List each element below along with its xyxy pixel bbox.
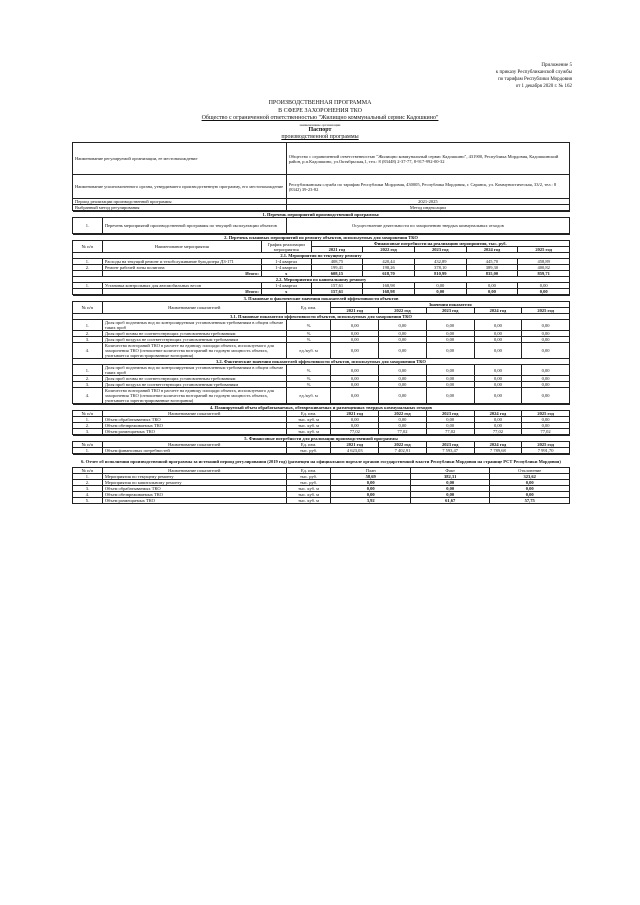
table-cell: 0,00 xyxy=(466,289,518,295)
table-cell: 618,70 xyxy=(363,271,415,277)
table-cell: Мероприятия по капитальному ремонту xyxy=(102,480,286,486)
table-header: Наименование показателей xyxy=(102,468,286,474)
table-row xyxy=(73,448,570,454)
table-cell: 199,41 xyxy=(311,265,363,271)
table-cell: 77,02 xyxy=(426,429,474,435)
table-header: План xyxy=(331,468,411,474)
table-cell: 77,02 xyxy=(331,429,379,435)
table-cell: 1. xyxy=(73,283,103,289)
table-cell: 0,00 xyxy=(426,388,474,404)
table-cell: 4. xyxy=(73,492,103,498)
table-cell: Объем обрабатываемых ТКО xyxy=(102,486,286,492)
section4-table xyxy=(72,404,570,435)
year-header: 2021 год xyxy=(331,442,379,448)
table-cell: 0,00 xyxy=(522,423,570,429)
table-cell: 0,00 xyxy=(490,492,570,498)
passport-value: Метод индексации xyxy=(286,205,569,211)
table-row xyxy=(73,498,570,504)
heading-passport-sub: производственной программы xyxy=(281,134,359,140)
section4-title: 4. Планируемый объем обрабатываемых, обезвреживаемых и размещенных твердых коммунальных отходов xyxy=(73,405,570,411)
table-cell: 400,82 xyxy=(518,265,570,271)
table-cell: 5. xyxy=(73,498,103,504)
table-cell: Установка контрольных для автомобильных весов xyxy=(102,283,261,289)
section6-title: 6. Отчет об исполнении производственной программы за истекший период регулирования (2019 год) (размещен на официальном портале органов государственной власти Республики Мордовия на странице РСТ Республики Мордовия) xyxy=(73,455,570,468)
table-cell: 0,00 xyxy=(331,331,379,337)
table-cell: 1. xyxy=(73,218,103,234)
table-cell: 61,67 xyxy=(410,498,490,504)
subsection-title: 3.2. Фактические значения показателей эффективности объектов, используемых для захоронения ТКО xyxy=(73,359,570,365)
year-header: 2021 год xyxy=(331,411,379,417)
table-cell: х xyxy=(261,289,311,295)
table-cell: 0,00 xyxy=(331,376,379,382)
table-cell: 0,00 xyxy=(426,423,474,429)
table-cell: 77,02 xyxy=(379,429,427,435)
passport-label: Период реализации производственной программы xyxy=(73,199,287,205)
heading-subtitle: В СФЕРЕ ЗАХОРОНЕНИЯ ТКО xyxy=(278,107,362,114)
section1-table xyxy=(72,211,570,234)
table-cell: Объем размещаемых ТКО xyxy=(102,498,286,504)
table-cell: 168,98 xyxy=(363,289,415,295)
table-cell: 0,00 xyxy=(522,331,570,337)
table-cell: Объем размещаемых ТКО xyxy=(102,429,286,435)
table-cell: 0,00 xyxy=(331,492,411,498)
table-cell: 445,70 xyxy=(466,259,518,265)
table-cell: 0,00 xyxy=(426,376,474,382)
table-cell: тыс. руб. xyxy=(286,448,331,454)
table-cell: 0,00 xyxy=(379,423,427,429)
table-cell: % xyxy=(286,337,331,343)
table-cell: 0,00 xyxy=(331,320,379,331)
table-header: Ед. изм. xyxy=(286,468,331,474)
table-cell: 0,00 xyxy=(331,382,379,388)
table-cell: 382,31 xyxy=(410,474,490,480)
table-cell: 420,44 xyxy=(363,259,415,265)
table-header: Факт xyxy=(410,468,490,474)
table-header: Значения показателя xyxy=(331,302,570,308)
subsection-title: 3.1. Плановые показатели эффективности объектов, используемых для захоронения ТКО xyxy=(73,314,570,320)
appendix-line: от 1 декабря 2020 г. № 162 xyxy=(515,84,572,89)
table-cell: 432,89 xyxy=(414,259,466,265)
table-cell: 0,00 xyxy=(522,376,570,382)
table-cell: 0,00 xyxy=(522,417,570,423)
appendix-note xyxy=(496,62,572,90)
year-header: 2025 год xyxy=(522,308,570,314)
passport-label: Наименование уполномоченного органа, утвердившего производственную программу, его местонахождение xyxy=(73,175,287,199)
table-cell: 0,00 xyxy=(474,423,522,429)
table-header: Наименование показателей xyxy=(102,302,286,314)
document-heading xyxy=(0,100,640,142)
year-header: 2021 год xyxy=(331,308,379,314)
table-cell: 58,69 xyxy=(331,474,411,480)
year-header: 2022 год xyxy=(363,247,415,253)
passport-table xyxy=(72,142,570,211)
table-cell: 2. xyxy=(73,265,103,271)
table-row xyxy=(73,429,570,435)
table-header: Финансовые потребности на реализацию мероприятия, тыс. руб. xyxy=(311,241,569,247)
table-cell: 0,00 xyxy=(474,343,522,359)
table-cell: 0,00 xyxy=(522,343,570,359)
year-header: 2024 год xyxy=(474,411,522,417)
year-header: 2023 год xyxy=(426,308,474,314)
table-cell: 157,61 xyxy=(311,289,363,295)
table-cell: 77,02 xyxy=(522,429,570,435)
table-cell: тыс. куб. м xyxy=(286,417,331,423)
appendix-line: Приложение 5 xyxy=(541,63,572,68)
table-cell: Количество возгораний ТКО в расчете на единицу площади объекта, используемого для захоронения ТКО (отношение количества возгораний на годовую мощность объекта, учитывается зарегистрированные возгорания) xyxy=(102,388,286,404)
passport-value: Общество с ограниченной ответственностью "Жилищно коммунальный сервис Кадошкино", 431900, Республика Мордовия, Кадошкинский район, р.п.Кадошкино, ул.Октябрьская,1, тел.: 8 (83448) 2-37-77, 8-917-992-00-32 xyxy=(286,143,569,175)
table-cell: 198,26 xyxy=(363,265,415,271)
table-cell: 7 991,70 xyxy=(522,448,570,454)
table-cell: Мероприятия по текущему ремонту xyxy=(102,474,286,480)
year-header: 2024 год xyxy=(466,247,518,253)
table-cell: Доля проб воздуха не соответствующих установленным требованиям xyxy=(102,337,286,343)
table-cell: 1-4 квартал xyxy=(261,259,311,265)
heading-organization: Общество с ограниченной ответственностью "Жилищно коммунальный сервис Кадошкино" xyxy=(201,115,439,121)
section2-title: 2. Перечень плановых мероприятий по ремонту объектов, используемых для захоронения ТКО xyxy=(73,235,570,241)
table-cell: 0,00 xyxy=(474,417,522,423)
table-cell: 3,92 xyxy=(331,498,411,504)
table-cell: 408,75 xyxy=(311,259,363,265)
table-cell: 0,00 xyxy=(490,480,570,486)
table-cell: Доля проб почвы не соответствующих установленным требованиям xyxy=(102,331,286,337)
table-cell: 0,00 xyxy=(518,289,570,295)
table-cell: Объем финансовых потребностей xyxy=(102,448,286,454)
table-cell: Доля проб подземных вод по контролируемым установленным требованиям в общем объеме таких проб xyxy=(102,365,286,376)
table-cell: 157,61 xyxy=(311,283,363,289)
table-cell: 0,00 xyxy=(474,388,522,404)
table-cell: 0,00 xyxy=(522,320,570,331)
table-cell: 0,00 xyxy=(414,283,466,289)
table-cell: 0,00 xyxy=(426,320,474,331)
table-header: Ед. изм. xyxy=(286,302,331,314)
table-cell: Осуществление деятельности по захоронению твердых коммунальных отходов xyxy=(286,218,569,234)
table-cell: 1. xyxy=(73,474,103,480)
passport-label: Наименование регулируемой организации, ее местонахождение xyxy=(73,143,287,175)
table-cell: 0,00 xyxy=(410,480,490,486)
table-cell: Ремонт рабочей зоны полигона xyxy=(102,265,261,271)
year-header: 2022 год xyxy=(379,411,427,417)
year-header: 2022 год xyxy=(379,308,427,314)
table-cell: 0,00 xyxy=(331,423,379,429)
table-cell: 0,00 xyxy=(331,480,411,486)
table-row xyxy=(73,388,570,404)
table-cell: 0,00 xyxy=(379,382,427,388)
table-cell: Доля проб воздуха не соответствующих установленным требованиям xyxy=(102,382,286,388)
table-cell: % xyxy=(286,376,331,382)
heading-passport: Паспорт xyxy=(308,126,332,133)
document-content xyxy=(72,142,570,504)
table-cell: 0,00 xyxy=(522,337,570,343)
table-cell: 323,62 xyxy=(490,474,570,480)
table-header: № п/п xyxy=(73,241,103,253)
table-cell: 0,00 xyxy=(379,417,427,423)
table-cell: 1-4 квартал xyxy=(261,265,311,271)
heading-title: ПРОИЗВОДСТВЕННАЯ ПРОГРАММА xyxy=(268,100,372,106)
table-cell: 0,00 xyxy=(474,331,522,337)
table-cell: 3. xyxy=(73,382,103,388)
table-cell: 859,71 xyxy=(518,271,570,277)
table-header: График реализации мероприятия xyxy=(261,241,311,253)
table-cell: 0,00 xyxy=(379,331,427,337)
table-cell: ед./куб. м xyxy=(286,388,331,404)
table-cell: 2. xyxy=(73,480,103,486)
section3-table xyxy=(72,295,570,404)
table-cell: Итого: xyxy=(102,271,261,277)
table-cell: 77,02 xyxy=(474,429,522,435)
table-cell: 0,00 xyxy=(331,417,379,423)
table-cell: ед./куб. м xyxy=(286,343,331,359)
table-cell: 378,10 xyxy=(414,265,466,271)
table-cell: Доля проб почвы не соответствующих установленным требованиям xyxy=(102,376,286,382)
heading-caption: наименование организации xyxy=(299,122,341,127)
table-cell: 2. xyxy=(73,376,103,382)
table-row xyxy=(73,343,570,359)
subsection-title: 2.2. Мероприятия по капитальному ремонту xyxy=(73,277,570,283)
total-row xyxy=(73,289,570,295)
table-cell: 0,00 xyxy=(379,365,427,376)
table-cell: 3. xyxy=(73,429,103,435)
table-cell: 0,00 xyxy=(474,337,522,343)
table-row xyxy=(73,365,570,376)
table-cell: 168,98 xyxy=(363,283,415,289)
table-cell: х xyxy=(261,271,311,277)
year-header: 2021 год xyxy=(311,247,363,253)
year-header: 2023 год xyxy=(426,411,474,417)
table-header: № п/п xyxy=(73,411,103,417)
table-cell: 7 789,68 xyxy=(474,448,522,454)
section3-title: 3. Плановые и фактические значения показателей эффективности объектов xyxy=(73,296,570,302)
year-header: 2025 год xyxy=(518,247,570,253)
table-cell: 0,00 xyxy=(379,343,427,359)
table-cell: 0,00 xyxy=(331,388,379,404)
table-header: № п/п xyxy=(73,468,103,474)
table-cell: 57,75 xyxy=(490,498,570,504)
table-cell: 0,00 xyxy=(331,343,379,359)
appendix-line: по тарифам Республики Мордовия xyxy=(498,77,572,82)
table-cell: 0,00 xyxy=(379,320,427,331)
table-cell: 0,00 xyxy=(474,382,522,388)
passport-value: 2021-2025 xyxy=(286,199,569,205)
table-cell: % xyxy=(286,331,331,337)
year-header: 2023 год xyxy=(414,247,466,253)
table-cell: % xyxy=(286,320,331,331)
table-cell: 1-4 квартал xyxy=(261,283,311,289)
subsection-title: 2.1. Мероприятия по текущему ремонту xyxy=(73,253,570,259)
table-cell: тыс. руб. xyxy=(286,480,331,486)
year-header: 2022 год xyxy=(379,442,427,448)
table-cell: 0,00 xyxy=(474,320,522,331)
table-cell: % xyxy=(286,382,331,388)
table-row xyxy=(73,320,570,331)
table-cell: 0,00 xyxy=(331,486,411,492)
table-cell: 810,99 xyxy=(414,271,466,277)
year-header: 2023 год xyxy=(426,442,474,448)
table-cell: 0,00 xyxy=(331,365,379,376)
table-cell: Расходы на текущий ремонт и техобслуживание бульдозера ДЗ-171 xyxy=(102,259,261,265)
table-cell: 1. xyxy=(73,259,103,265)
section5-title: 5. Финансовые потребности для реализации производственной программы xyxy=(73,436,570,442)
section5-table xyxy=(72,435,570,454)
table-cell: Доля проб подземных вод по контролируемым установленным требованиям в общем объеме таких проб xyxy=(102,320,286,331)
table-cell: 0,00 xyxy=(426,365,474,376)
section1-title: 1. Перечень мероприятий производственной программы: xyxy=(73,212,570,218)
table-cell: 458,89 xyxy=(518,259,570,265)
table-cell: 608,15 xyxy=(311,271,363,277)
year-header: 2025 год xyxy=(522,411,570,417)
passport-label: Выбранный метод регулирования xyxy=(73,205,287,211)
table-cell: 0,00 xyxy=(410,486,490,492)
table-cell: 1. xyxy=(73,320,103,331)
table-header: Ед. изм. xyxy=(286,411,331,417)
year-header: 2024 год xyxy=(474,308,522,314)
table-cell: тыс. куб. м xyxy=(286,423,331,429)
table-header: Ед. изм. xyxy=(286,442,331,448)
table-header: Наименование мероприятия xyxy=(102,241,261,253)
table-header: № п/п xyxy=(73,442,103,448)
table-header: Отклонение xyxy=(490,468,570,474)
table-cell: 0,00 xyxy=(490,486,570,492)
table-cell: тыс. куб. м xyxy=(286,498,331,504)
year-header: 2025 год xyxy=(522,442,570,448)
table-cell: 0,00 xyxy=(379,376,427,382)
table-cell: 1. xyxy=(73,365,103,376)
table-cell: Объем обрабатываемых ТКО xyxy=(102,417,286,423)
table-cell: 3. xyxy=(73,486,103,492)
table-cell: тыс. руб. xyxy=(286,474,331,480)
table-cell: Итого: xyxy=(102,289,261,295)
table-cell: 0,00 xyxy=(466,283,518,289)
table-cell: 0,00 xyxy=(474,376,522,382)
table-cell: 7 402,91 xyxy=(379,448,427,454)
table-cell: 0,00 xyxy=(522,365,570,376)
table-cell: Объем обезвреживаемых ТКО xyxy=(102,423,286,429)
section2-table xyxy=(72,234,570,295)
table-cell: тыс. куб. м xyxy=(286,429,331,435)
section6-table xyxy=(72,454,570,504)
table-cell: 0,00 xyxy=(379,388,427,404)
table-cell: 0,00 xyxy=(426,417,474,423)
table-cell: 2. xyxy=(73,331,103,337)
table-cell: 0,00 xyxy=(414,289,466,295)
table-cell: 1. xyxy=(73,448,103,454)
table-cell: 0,00 xyxy=(518,283,570,289)
table-cell: 1. xyxy=(73,417,103,423)
table-cell: 0,00 xyxy=(474,365,522,376)
passport-value: Республиканская служба по тарифам Республики Мордовия, 430005, Республика Мордовия, г. Саранск, ул. Коммунистическая, 33/2, тел.: 8 (8342) 39-23-82 xyxy=(286,175,569,199)
table-cell: 7 593,47 xyxy=(426,448,474,454)
table-cell: 3. xyxy=(73,337,103,343)
table-cell: 0,00 xyxy=(426,331,474,337)
table-cell: 0,00 xyxy=(426,337,474,343)
table-cell: 4. xyxy=(73,343,103,359)
table-cell: Объем обезвреживаемых ТКО xyxy=(102,492,286,498)
table-cell: 389,30 xyxy=(466,265,518,271)
table-cell: Перечень мероприятий производственной программы по текущей эксплуатации объектов xyxy=(102,218,286,234)
table-cell: 0,00 xyxy=(522,382,570,388)
table-cell: 0,00 xyxy=(410,492,490,498)
table-cell: Количество возгораний ТКО в расчете на единицу площади объекта, используемого для захоронения ТКО (отношение количества возгораний на годовую мощность объекта, учитывается зарегистрированные возгорания) xyxy=(102,343,286,359)
table-cell: 835,00 xyxy=(466,271,518,277)
table-header: Наименование показателей xyxy=(102,442,286,448)
table-cell: тыс. куб. м xyxy=(286,492,331,498)
year-header: 2024 год xyxy=(474,442,522,448)
table-cell: 4. xyxy=(73,388,103,404)
appendix-line: к приказу Республиканской службы xyxy=(495,70,572,75)
table-cell: 2. xyxy=(73,423,103,429)
table-cell: 4 623,03 xyxy=(331,448,379,454)
table-cell: 0,00 xyxy=(331,337,379,343)
table-cell: 0,00 xyxy=(522,388,570,404)
table-cell: % xyxy=(286,365,331,376)
table-header: Наименование показателей xyxy=(102,411,286,417)
table-cell: 0,00 xyxy=(426,343,474,359)
table-cell: тыс. куб. м xyxy=(286,486,331,492)
table-cell: 0,00 xyxy=(379,337,427,343)
table-cell: 0,00 xyxy=(426,382,474,388)
table-header: № п/п xyxy=(73,302,103,314)
